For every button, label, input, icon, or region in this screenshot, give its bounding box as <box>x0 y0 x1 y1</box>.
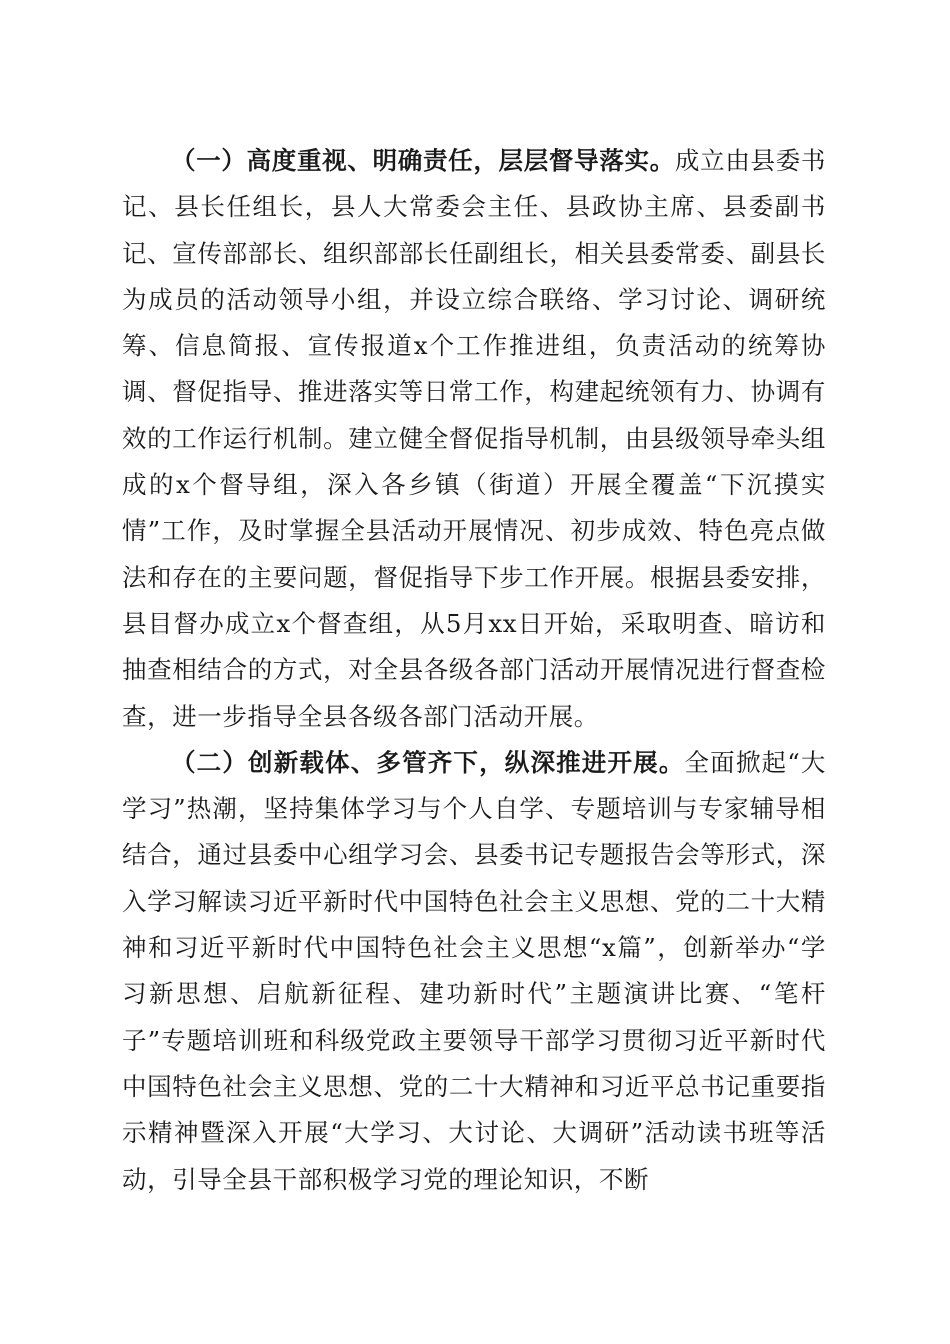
paragraph-2-text: 全面掀起“大学习”热潮，坚持集体学习与个人自学、专题培训与专家辅导相结合，通过县委中心组学习会、县委书记专题报告会等形式，深入学习解读习近平新时代中国特色社会主义思想、党的二十大精神和习近平新时代中国特色社会主义思想“x篇”，创新举办“学习新思想、启航新征程、建功新时代”主题演讲比赛、“笔杆子”专题培训班和科级党政主要领导干部学习贯彻习近平新时代中国特色社会主义思想、党的二十大精神和习近平总书记重要指示精神暨深入开展“大学习、大讨论、大调研”活动读书班等活动，引导全县干部积极学习党的理论知识，不断 <box>122 747 826 1194</box>
paragraph-1-text: 成立由县委书记、县长任组长，县人大常委会主任、县政协主席、县委副书记、宣传部部长、组织部部长任副组长，相关县委常委、副县长为成员的活动领导小组，并设立综合联络、学习讨论、调研统筹、信息简报、宣传报道x个工作推进组，负责活动的统筹协调、督促指导、推进落实等日常工作，构建起统领有力、协调有效的工作运行机制。建立健全督促指导机制，由县级领导牵头组成的x个督导组，深入各乡镇（街道）开展全覆盖“下沉摸实情”工作，及时掌握全县活动开展情况、初步成效、特色亮点做法和存在的主要问题，督促指导下步工作开展。根据县委安排，县目督办成立x个督查组，从5月xx日开始，采取明查、暗访和抽查相结合的方式，对全县各级各部门活动开展情况进行督查检查，进一步指导全县各级各部门活动开展。 <box>122 146 826 731</box>
paragraph-1 <box>122 138 826 740</box>
paragraph-1-heading: （一）高度重视、明确责任，层层督导落实。 <box>171 146 675 175</box>
document-body <box>122 138 826 1203</box>
paragraph-2 <box>122 740 826 1203</box>
paragraph-2-heading: （二）创新载体、多管齐下，纵深推进开展。 <box>171 747 685 777</box>
